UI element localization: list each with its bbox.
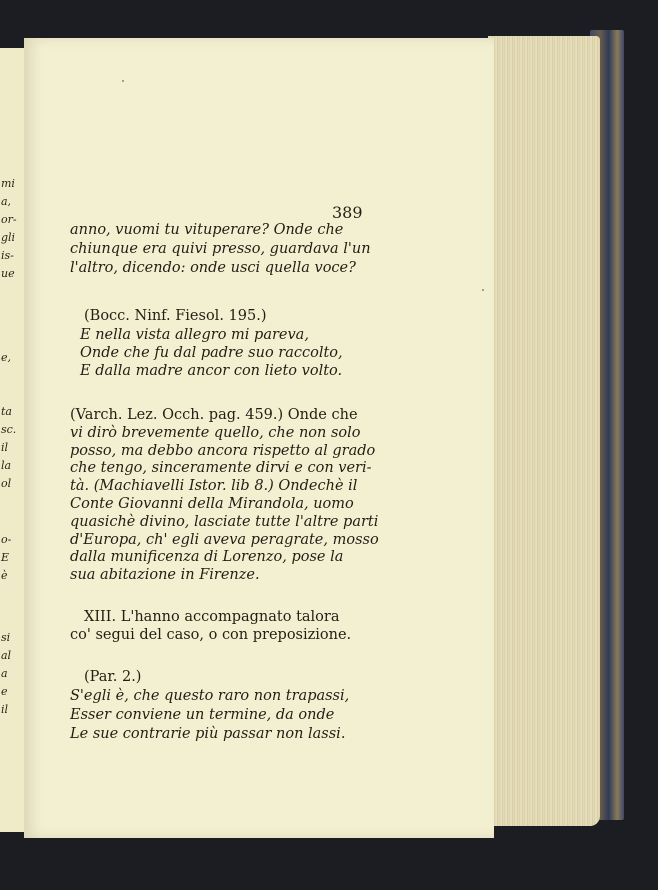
text-line: posso, ma debbo ancora rispetto al grado (70, 443, 376, 459)
verse-line: E nella vista allegro mi pareva, (80, 327, 309, 343)
text-line: l'altro, dicendo: onde usci quella voce? (70, 260, 356, 276)
margin-fragment: ol (1, 477, 12, 490)
paper-speck (122, 80, 124, 82)
margin-fragment: è (1, 569, 8, 582)
margin-fragment: a (1, 667, 8, 680)
printed-page (24, 38, 494, 838)
margin-fragment: a, (1, 195, 12, 208)
margin-fragment: sc. (1, 423, 17, 436)
margin-fragment: ta (1, 405, 12, 418)
margin-fragment: E (1, 551, 10, 564)
margin-fragment: si (1, 631, 11, 644)
verse-line: Le sue contrarie più passar non lassi. (70, 726, 346, 742)
margin-fragment: gli (1, 231, 16, 244)
margin-fragment: mi (1, 177, 15, 190)
citation: (Bocc. Ninf. Fiesol. 195.) (84, 308, 267, 324)
verse-line: Onde che fu dal padre suo raccolto, (80, 345, 343, 361)
text-line: sua abitazione in Firenze. (70, 567, 260, 583)
paper-speck (482, 289, 484, 291)
text-line: che tengo, sinceramente dirvi e con veri- (70, 460, 372, 476)
margin-fragment: il (1, 703, 9, 716)
margin-fragment: al (1, 649, 12, 662)
margin-fragment: is- (1, 249, 14, 262)
page-block-edges (488, 36, 600, 826)
section-heading: co' segui del caso, o con preposizione. (70, 627, 352, 643)
margin-fragment: ue (1, 267, 15, 280)
verse-line: E dalla madre ancor con lieto volto. (80, 363, 343, 379)
facing-page-edge (0, 48, 27, 832)
text-line: chiunque era quivi presso, guardava l'un (70, 241, 371, 257)
text-line: dalla munificenza di Lorenzo, pose la (70, 549, 344, 565)
text-line: d'Europa, ch' egli aveva peragrate, mosso (70, 532, 379, 548)
text-line: tà. (Machiavelli Istor. lib 8.) Ondechè il (70, 478, 358, 494)
text-line: Conte Giovanni della Mirandola, uomo (70, 496, 354, 512)
citation: (Par. 2.) (84, 669, 142, 685)
text-line: (Varch. Lez. Occh. pag. 459.) Onde che (70, 407, 358, 423)
margin-fragment: o- (1, 533, 12, 546)
margin-fragment: il (1, 441, 9, 454)
text-line: vi dirò brevemente quello, che non solo (70, 425, 361, 441)
verse-line: S'egli è, che questo raro non trapassi, (70, 688, 350, 704)
margin-fragment: e (1, 685, 8, 698)
section-heading: XIII. L'hanno accompagnato talora (84, 609, 340, 625)
verse-line: Esser conviene un termine, da onde (70, 707, 335, 723)
margin-fragment: e, (1, 351, 12, 364)
text-line: quasichè divino, lasciate tutte l'altre parti (70, 514, 379, 530)
page-number: 389 (332, 203, 363, 222)
text-line: anno, vuomi tu vituperare? Onde che (70, 222, 344, 238)
margin-fragment: la (1, 459, 12, 472)
margin-fragment: or- (1, 213, 17, 226)
